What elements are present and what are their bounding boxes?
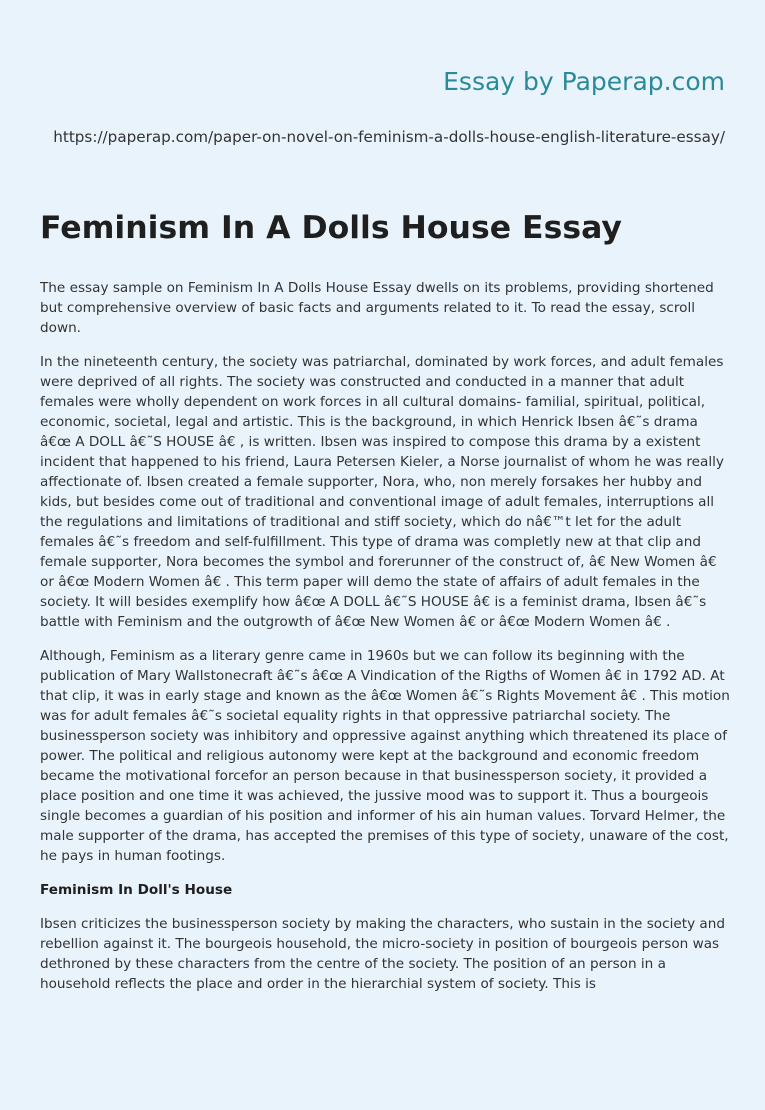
body-paragraph: In the nineteenth century, the society was patriarchal, dominated by work forces, and adult females were deprived of all rights. The society was constructed and conducted in a manner that adult females were wholly dependent on work forces in all cultural domains- familial, spiritual, political, economic, societal, legal and artistic. This is the background, in which Henrick Ibsen â€˜s drama â€œ A DOLL â€˜S HOUSE â€ , is written. Ibsen was inspired to compose this drama by a existent incident that happened to his friend, Laura Petersen Kieler, a Norse journalist of whom he was really affectionate of. Ibsen created a female supporter, Nora, who, non merely forsakes her hubby and kids, but besides come out of traditional and conventional image of adult females, interruptions all the regulations and limitations of traditional and stiff society, which do nâ€™t let for the adult females â€˜s freedom and self-fulfillment. This type of drama was completly new at that clip and female supporter, Nora becomes the symbol and forerunner of the construct of, â€ New Women â€ or â€œ Modern Women â€ . This term paper will demo the state of affairs of adult females in the society. It will besides exemplify how â€œ A DOLL â€˜S HOUSE â€ is a feminist drama, Ibsen â€˜s battle with Feminism and the outgrowth of â€œ New Women â€ or â€œ Modern Women â€ . <box>40 354 724 630</box>
site-brand[interactable]: Essay by Paperap.com <box>443 67 725 96</box>
body-paragraph: Although, Feminism as a literary genre came in 1960s but we can follow its beginning with the publication of Mary Wallstonecraft â€˜s â€œ A Vindication of the Rigths of Women â€ in 1792 AD. At that clip, it was in early stage and known as the â€œ Women â€˜s Rights Movement â€ . This motion was for adult females â€˜s societal equality rights in that oppressive patriarchal society. The businessperson society was inhibitory and oppressive against anything which threatened its place of power. The political and religious autonomy were kept at the background and economic freedom became the motivational forcefor an person because in that businessperson society, it provided a place position and one time it was achieved, the jussive mood was to support it. Thus a bourgeois single becomes a guardian of his position and informer of his ain human values. Torvard Helmer, the male supporter of the drama, has accepted the premises of this type of society, unaware of the cost, he pays in human footings. <box>40 648 730 864</box>
page-title: Feminism In A Dolls House Essay <box>40 210 622 246</box>
body-paragraph: Ibsen criticizes the businessperson society by making the characters, who sustain in the society and rebellion against it. The bourgeois household, the micro-society in position of bourgeois person was dethroned by these characters from the centre of the society. The position of an person in a household reflects the place and order in the hierarchial system of society. This is <box>40 916 726 992</box>
intro-paragraph: The essay sample on Feminism In A Dolls House Essay dwells on its problems, providing shortened but comprehensive overview of basic facts and arguments related to it. To read the essay, scroll down. <box>40 280 714 336</box>
source-url[interactable]: https://paperap.com/paper-on-novel-on-feminism-a-dolls-house-english-literature-essay/ <box>53 128 725 146</box>
article-body <box>40 278 730 1008</box>
section-heading: Feminism In Doll's House <box>40 882 233 898</box>
